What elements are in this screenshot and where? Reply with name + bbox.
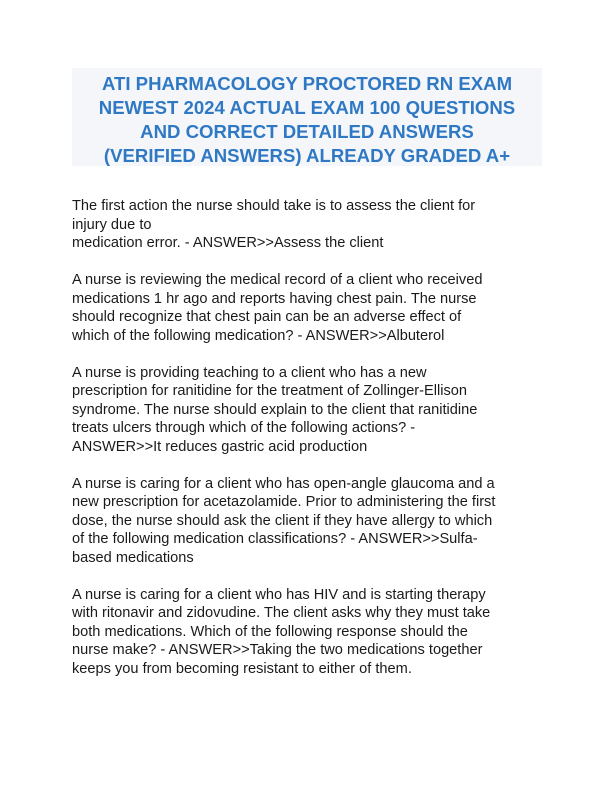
title-line: NEWEST 2024 ACTUAL EXAM 100 QUESTIONS [98, 97, 516, 118]
text-line: dose, the nurse should ask the client if they have allergy to which [72, 512, 493, 529]
text-line: A nurse is reviewing the medical record of a client who received [72, 272, 483, 288]
document-title [72, 68, 542, 168]
text-line: prescription for ranitidine for the treatment of Zollinger-Ellison [72, 383, 468, 399]
text-line: based medications [72, 549, 194, 566]
text-line: with ritonavir and zidovudine. The client asks why they must take [72, 605, 491, 621]
text-line: The first action the nurse should take is to assess the client for [72, 198, 476, 214]
text-line: A nurse is caring for a client who has HIV and is starting therapy [72, 586, 486, 603]
text-line: should recognize that chest pain can be an adverse effect of [72, 309, 462, 325]
text-line: new prescription for acetazolamide. Prior to administering the first [72, 494, 496, 510]
text-line: both medications. Which of the following response should the [72, 623, 468, 640]
question-item-1 [72, 197, 542, 253]
title-line: ATI PHARMACOLOGY PROCTORED RN EXAM [101, 73, 513, 94]
text-line: ANSWER>>It reduces gastric acid production [72, 438, 368, 455]
title-block [72, 68, 542, 166]
text-line: nurse make? - ANSWER>>Taking the two medications together [72, 642, 483, 658]
text-line: A nurse is caring for a client who has open-angle glaucoma and a [72, 475, 495, 492]
question-item-2 [72, 271, 542, 345]
text-line: which of the following medication? - ANSWER>>Albuterol [72, 327, 445, 344]
question-item-5 [72, 586, 542, 679]
title-line: (VERIFIED ANSWERS) ALREADY GRADED A+ [103, 145, 511, 166]
text-line: medications 1 hr ago and reports having chest pain. The nurse [72, 290, 477, 307]
text-line: A nurse is providing teaching to a client who has a new [72, 364, 427, 381]
question-list [72, 197, 542, 697]
text-line: medication error. - ANSWER>>Assess the client [72, 235, 384, 251]
text-line: treats ulcers through which of the following actions? - [72, 420, 416, 436]
text-line: keeps you from becoming resistant to either of them. [72, 660, 412, 677]
text-line: syndrome. The nurse should explain to the client that ranitidine [72, 401, 478, 418]
question-item-3 [72, 364, 542, 457]
text-line: injury due to [72, 216, 152, 233]
question-item-4 [72, 475, 542, 568]
title-line: AND CORRECT DETAILED ANSWERS [140, 121, 474, 142]
text-line: of the following medication classifications? - ANSWER>>Sulfa- [72, 531, 478, 547]
